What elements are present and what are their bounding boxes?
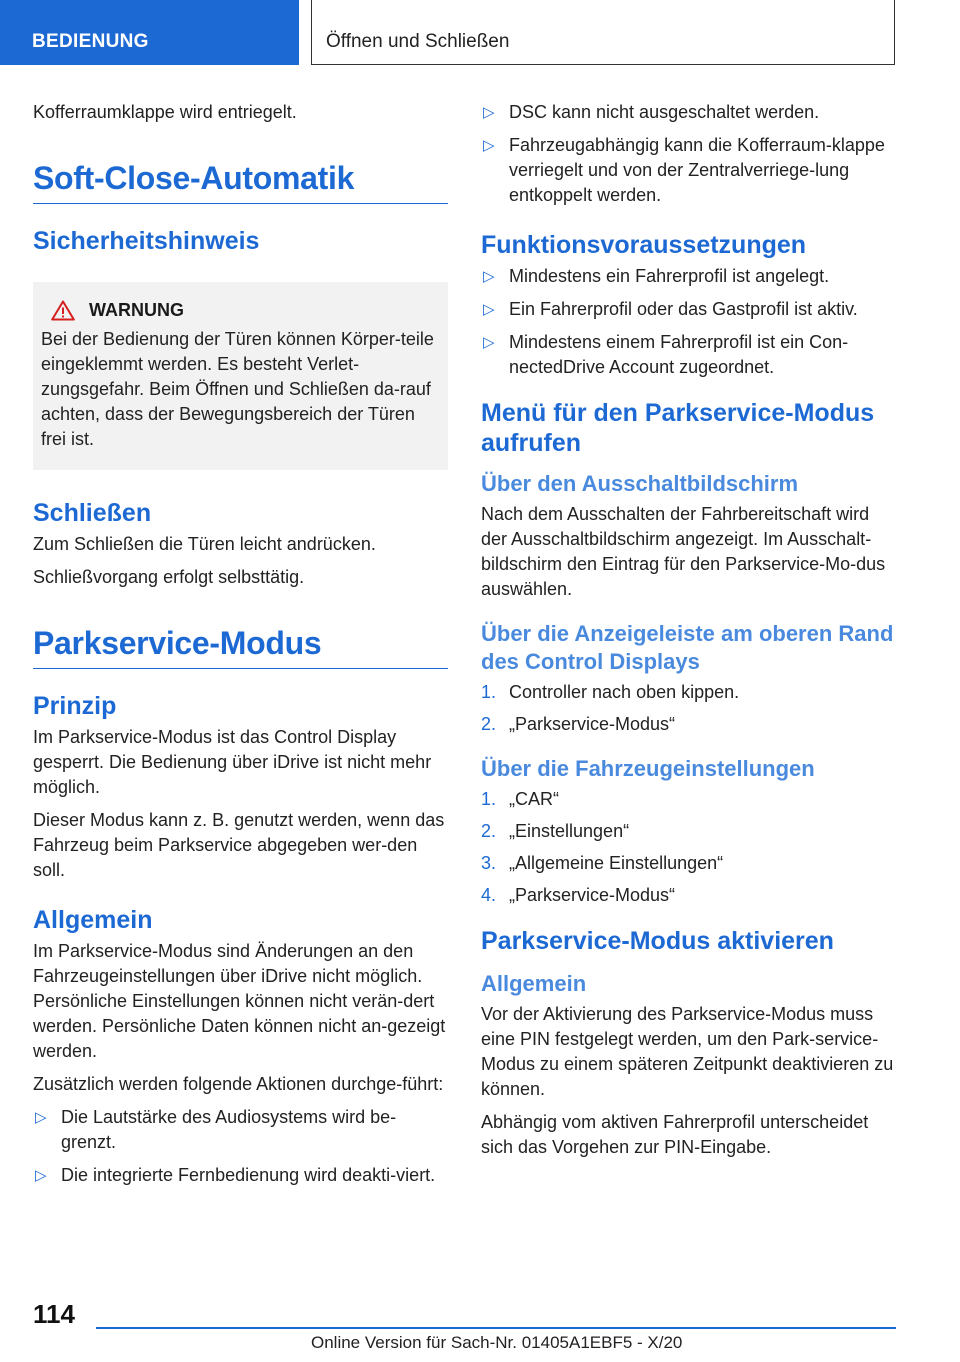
intro-text: Kofferraumklappe wird entriegelt. (33, 102, 297, 122)
list-item: 2. „Parkservice-Modus“ (481, 714, 676, 734)
list-item: ▷ Mindestens ein Fahrerprofil ist angelegt. (481, 264, 896, 289)
chapter-title: Öffnen und Schließen (311, 0, 895, 65)
warning-triangle-icon (51, 300, 75, 321)
close-text-2: Schließvorgang erfolgt selbsttätig. (33, 567, 305, 587)
warning-label: WARNUNG (89, 300, 184, 320)
heading-safety-note: Sicherheitshinweis (33, 227, 260, 255)
list-item: 1. Controller nach oben kippen. (481, 682, 740, 702)
general-text-1: Im Parkservice-Modus sind Änderungen an den Fahrzeugeinstellungen über iDrive nicht möglich. Persönliche Einstellungen können nicht verän-dert werden. Persönliche Daten können nicht an-gezeigt werden. (33, 941, 446, 1061)
section-tab: BEDIENUNG (0, 0, 299, 65)
off-screen-text: Nach dem Ausschalten der Fahrbereitschaft wird der Ausschaltbildschirm angezeigt. Im Ausschalt-bildschirm den Eintrag für den Parkservice-Mo-dus auswählen. (481, 504, 886, 599)
close-text-1: Zum Schließen die Türen leicht andrücken. (33, 534, 376, 554)
vehicle-settings-steps (481, 787, 896, 908)
triangle-right-icon: ▷ (35, 1167, 47, 1184)
heading-activate: Parkservice-Modus aktivieren (481, 927, 834, 955)
warning-header (41, 300, 440, 321)
list-item: ▷ Die integrierte Fernbedienung wird deakti-viert. (33, 1163, 448, 1188)
display-bar-steps (481, 680, 896, 737)
heading-display-bar: Über die Anzeigeleiste am oberen Rand des Control Displays (481, 621, 894, 674)
heading-activate-general: Allgemein (481, 971, 587, 996)
list-item: ▷ Fahrzeugabhängig kann die Kofferraum-klappe verriegelt und von der Zentralverriege-lung entkoppelt werden. (483, 135, 885, 205)
heading-vehicle-settings: Über die Fahrzeugeinstellungen (481, 756, 815, 781)
general-text-2: Zusätzlich werden folgende Aktionen durchge-führt: (33, 1074, 444, 1094)
list-item: 1. „CAR“ (481, 789, 559, 809)
page-header (0, 0, 960, 68)
triangle-right-icon: ▷ (483, 334, 495, 351)
list-item: ▷ DSC kann nicht ausgeschaltet werden. (481, 100, 896, 125)
triangle-right-icon: ▷ (35, 1109, 47, 1126)
list-item: ▷ Ein Fahrerprofil oder das Gastprofil ist aktiv. (481, 297, 896, 322)
heading-principle: Prinzip (33, 692, 117, 720)
warning-box (33, 282, 448, 470)
general-bullet-list (33, 1105, 448, 1188)
page-number: 114 (33, 1299, 75, 1329)
footer-divider (96, 1327, 896, 1329)
list-item: 2. „Einstellungen“ (481, 821, 630, 841)
right-column (481, 100, 896, 1168)
activate-text-2: Abhängig vom aktiven Fahrerprofil unterscheidet sich das Vorgehen zur PIN-Eingabe. (481, 1112, 869, 1157)
heading-close: Schließen (33, 499, 152, 527)
triangle-right-icon: ▷ (483, 301, 495, 318)
heading-soft-close: Soft-Close-Automatik (33, 159, 448, 204)
triangle-right-icon: ▷ (483, 268, 495, 285)
continued-bullet-list (481, 100, 896, 208)
triangle-right-icon: ▷ (483, 104, 495, 121)
list-item: 4. „Parkservice-Modus“ (481, 885, 676, 905)
heading-requirements: Funktionsvoraussetzungen (481, 231, 807, 259)
heading-menu: Menü für den Parkservice-Modus aufrufen (481, 399, 875, 457)
heading-parkservice: Parkservice-Modus (33, 624, 448, 669)
principle-text-2: Dieser Modus kann z. B. genutzt werden, wenn das Fahrzeug beim Parkservice abgegeben wer-den soll. (33, 810, 445, 880)
requirements-list (481, 264, 896, 380)
left-column (33, 100, 448, 1198)
principle-text-1: Im Parkservice-Modus ist das Control Display gesperrt. Die Bedienung über iDrive ist nicht mehr möglich. (33, 727, 432, 797)
list-item: ▷ Die Lautstärke des Audiosystems wird be-grenzt. (35, 1107, 397, 1152)
list-item: ▷ Mindestens einem Fahrerprofil ist ein Con-nectedDrive Account zugeordnet. (483, 332, 849, 377)
heading-off-screen: Über den Ausschaltbildschirm (481, 471, 799, 496)
activate-text-1: Vor der Aktivierung des Parkservice-Modus muss eine PIN festgelegt werden, um den Park-service-Modus zu einem späteren Zeitpunkt deaktivieren zu können. (481, 1004, 894, 1099)
heading-general: Allgemein (33, 906, 153, 934)
warning-text: Bei der Bedienung der Türen können Körper-teile eingeklemmt werden. Es besteht Verlet-zungsgefahr. Beim Öffnen und Schließen da-rauf achten, dass der Bewegungsbereich der Türen frei ist. (41, 329, 434, 449)
footer-version-text: Online Version für Sach-Nr. 01405A1EBF5 - X/20 (311, 1333, 683, 1352)
list-item: 3. „Allgemeine Einstellungen“ (481, 853, 724, 873)
triangle-right-icon: ▷ (483, 137, 495, 154)
